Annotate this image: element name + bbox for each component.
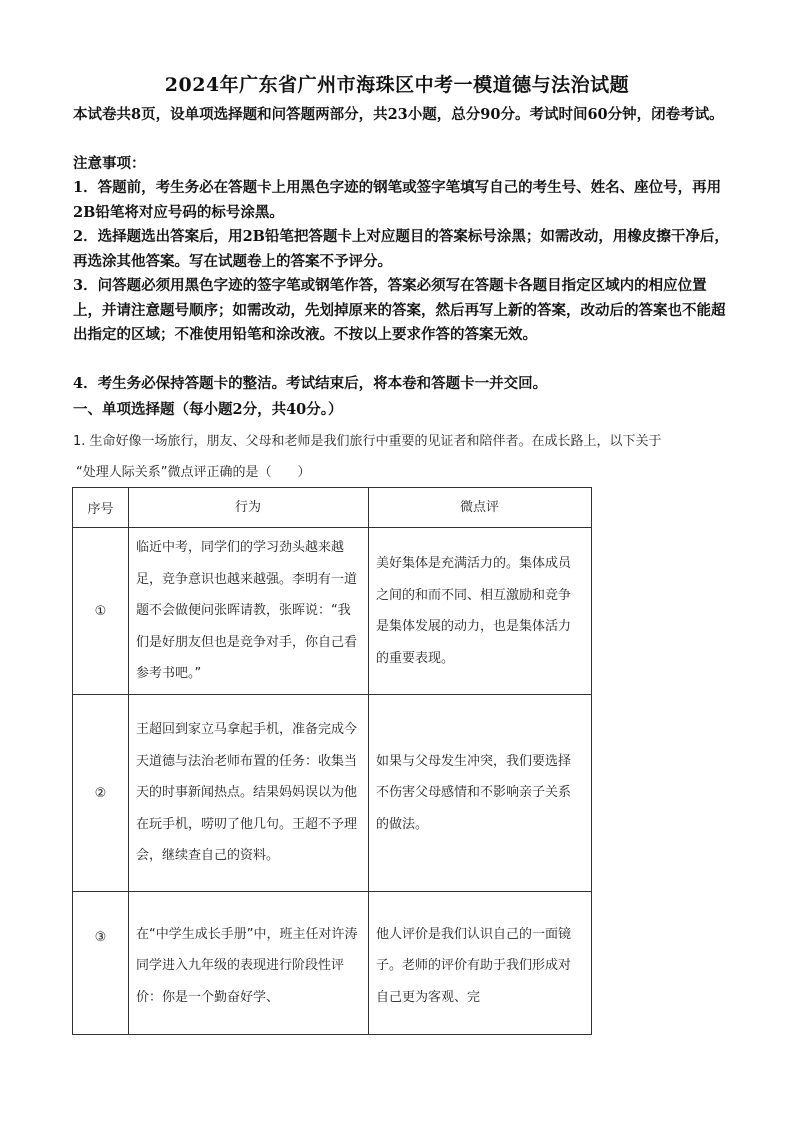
table-row [73,695,592,892]
question-1-line-1: 1. 生命好像一场旅行，朋友、父母和老师是我们旅行中重要的见证者和陪伴者。在成长路上，以下关于 [73,434,662,449]
row-comment: 他人评价是我们认识自己的一面镜子。老师的评价有助于我们形成对自己更为客观、完 [369,892,592,1035]
question-1-line-2: “处理人际关系”微点评正确的是（ ） [76,465,311,480]
row-behavior: 王超回到家立马拿起手机，准备完成今天道德与法治老师布置的任务：收集当天的时事新闻热点。结果妈妈误以为他在玩手机，唠叨了他几句。王超不予理会，继续查自己的资料。 [129,695,369,892]
notice-item-2: 2．选择题选出答案后，用2B铅笔把答题卡上对应题目的答案标号涂黑；如需改动，用橡皮擦干净后，再选涂其他答案。写在试题卷上的答案不予评分。 [73,228,729,270]
header-number: 序号 [73,488,129,528]
row-number: ② [73,695,129,892]
question-1-table [72,487,592,1035]
section-heading: 一、单项选择题（每小题2分，共40分。） [73,401,343,418]
notice-item-3: 3．问答题必须用黑色字迹的签字笔或钢笔作答，答案必须写在答题卡各题目指定区域内的相应位置上，并请注意题号顺序；如需改动，先划掉原来的答案，然后再写上新的答案，改动后的答案也不能超出指定的区域；不准使用铅笔和涂改液。不按以上要求作答的答案无效。 [73,277,726,343]
notice-item-1: 1．答题前，考生务必在答题卡上用黑色字迹的钢笔或签字笔填写自己的考生号、姓名、座位号，再用2B铅笔将对应号码的标号涂黑。 [73,179,722,221]
header-comment: 微点评 [369,488,592,528]
row-number: ① [73,528,129,695]
row-behavior: 临近中考，同学们的学习劲头越来越足，竞争意识也越来越强。李明有一道题不会做便问张晖请教，张晖说：“我们是好朋友但也是竞争对手，你自己看参考书吧。” [129,528,369,695]
page-title: 2024年广东省广州市海珠区中考一模道德与法治试题 [164,74,630,96]
header-behavior: 行为 [129,488,369,528]
row-behavior: 在“中学生成长手册”中，班主任对许涛同学进入九年级的表现进行阶段性评价：你是一个勤奋好学、 [129,892,369,1035]
row-comment: 美好集体是充满活力的。集体成员之间的和而不同、相互激励和竞争是集体发展的动力，也是集体活力的重要表现。 [369,528,592,695]
row-comment: 如果与父母发生冲突，我们要选择不伤害父母感情和不影响亲子关系的做法。 [369,695,592,892]
exam-intro: 本试卷共8页，设单项选择题和问答题两部分，共23小题，总分90分。考试时间60分钟，闭卷考试。 [73,106,724,123]
table-header-row [73,488,592,528]
question-1-stem [73,426,733,488]
row-number: ③ [73,892,129,1035]
table-row [73,892,592,1035]
table-row [73,528,592,695]
notice-heading: 注意事项： [73,155,146,172]
notice-item-4: 4．考生务必保持答题卡的整洁。考试结束后，将本卷和答题卡一并交回。 [73,375,548,392]
